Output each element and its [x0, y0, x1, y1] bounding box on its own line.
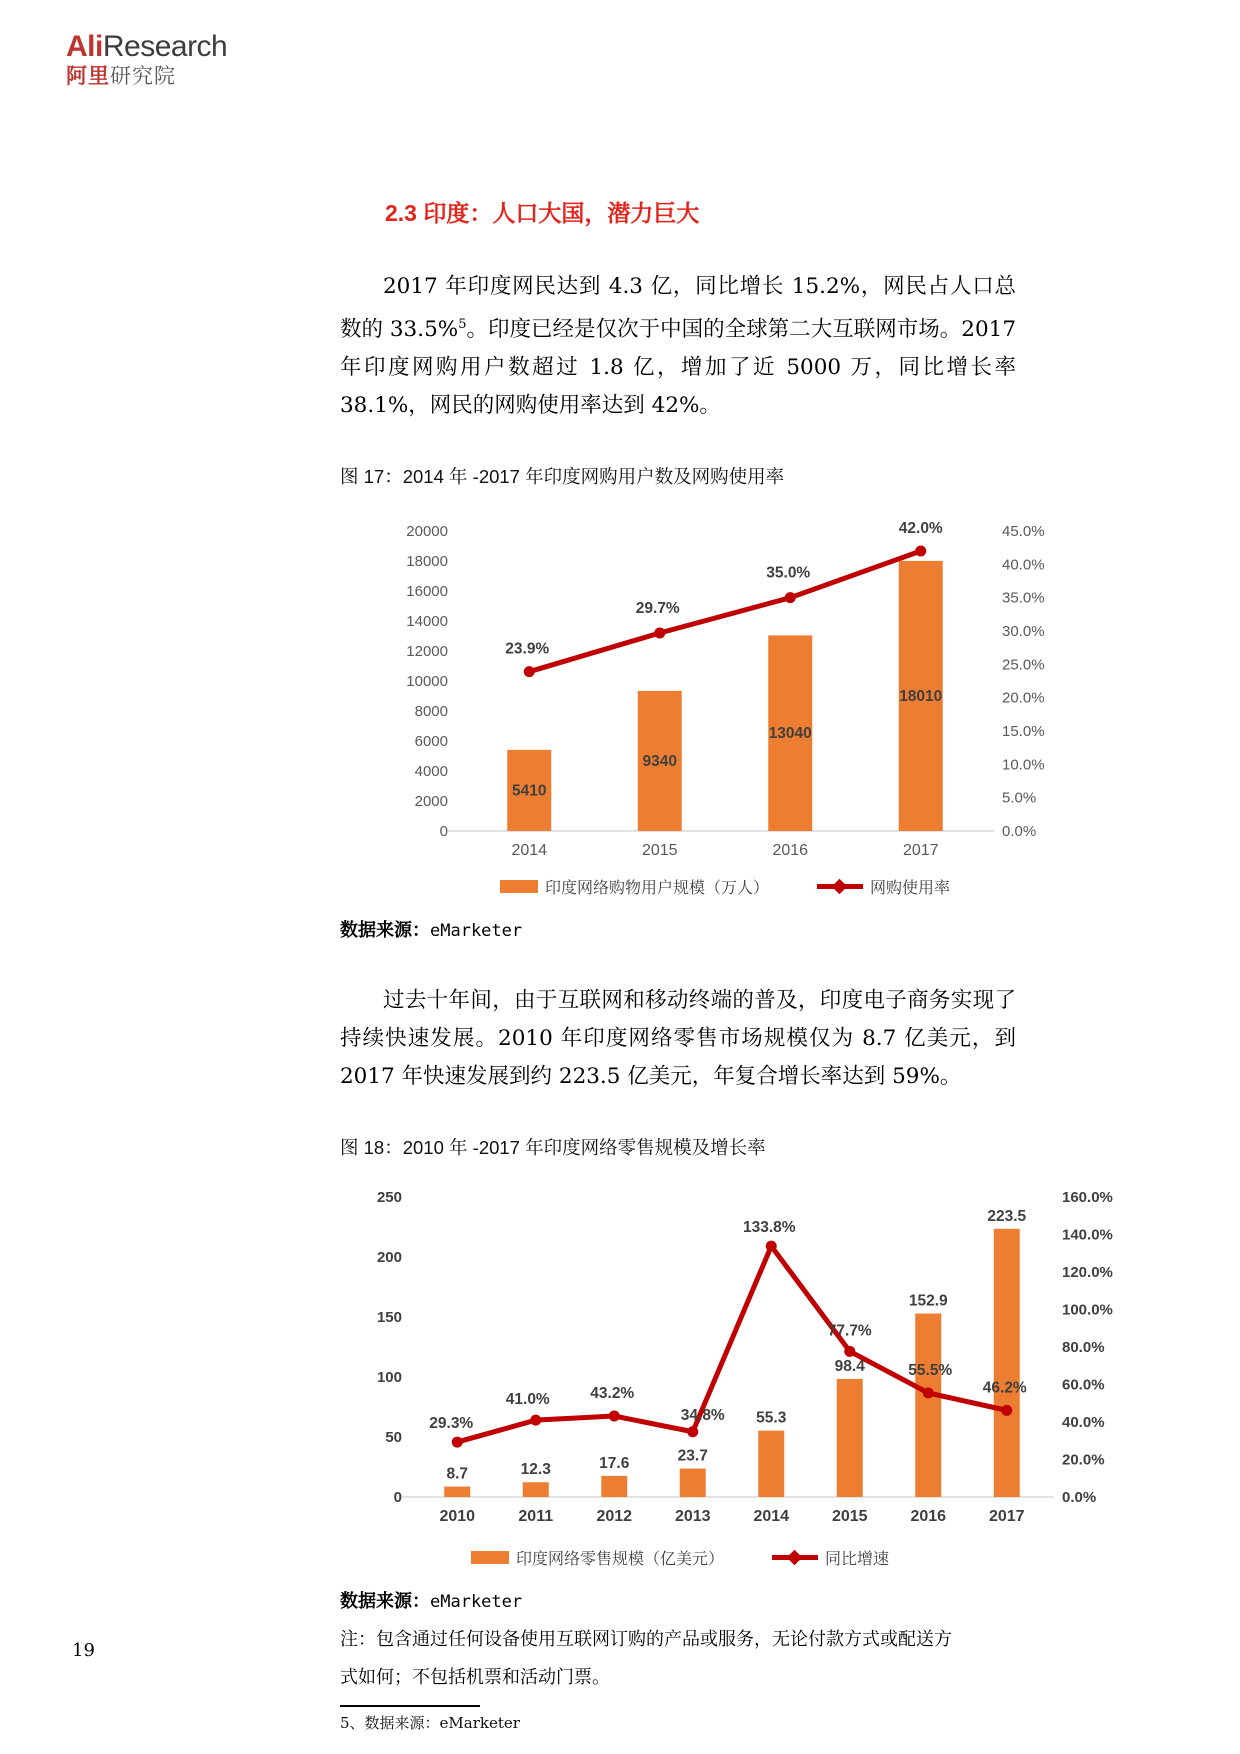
svg-text:20.0%: 20.0%: [1002, 689, 1045, 707]
svg-text:43.2%: 43.2%: [590, 1385, 635, 1403]
svg-text:8.7: 8.7: [446, 1465, 469, 1483]
svg-text:150: 150: [376, 1309, 402, 1327]
figure18-chart: [340, 1172, 1120, 1544]
svg-text:2014: 2014: [511, 842, 548, 860]
svg-text:15.0%: 15.0%: [1002, 723, 1045, 741]
svg-text:2012: 2012: [596, 1508, 633, 1526]
svg-text:50: 50: [385, 1429, 402, 1447]
svg-text:18010: 18010: [899, 688, 943, 706]
svg-text:60.0%: 60.0%: [1062, 1376, 1105, 1394]
legend-bar-label: 印度网络购物用户规模（万人）: [544, 880, 769, 898]
svg-text:98.4: 98.4: [834, 1358, 865, 1376]
svg-text:152.9: 152.9: [908, 1292, 948, 1310]
source-label: 数据来源：: [340, 920, 430, 941]
svg-text:223.5: 223.5: [987, 1207, 1027, 1225]
page-number: 19: [72, 1640, 95, 1661]
svg-text:8000: 8000: [414, 703, 448, 721]
figure18-note: [340, 1621, 1016, 1697]
svg-text:35.0%: 35.0%: [766, 564, 811, 582]
note-line-1: 注：包含通过任何设备使用互联网订购的产品或服务，无论付款方式或配送方: [340, 1629, 952, 1651]
svg-text:18000: 18000: [406, 553, 448, 571]
section-title: 2.3 印度：人口大国，潜力巨大: [385, 200, 700, 226]
svg-text:12000: 12000: [406, 643, 448, 661]
svg-text:2013: 2013: [674, 1508, 711, 1526]
svg-text:20000: 20000: [406, 523, 448, 541]
svg-text:10.0%: 10.0%: [1002, 756, 1045, 774]
figure18-legend: [360, 1546, 1000, 1569]
svg-text:2017: 2017: [902, 842, 939, 860]
svg-text:16000: 16000: [406, 583, 448, 601]
legend-item-bar: [500, 875, 769, 898]
logo-research-text: Research: [102, 30, 228, 63]
diamond-marker-icon: [787, 1549, 803, 1565]
svg-text:20.0%: 20.0%: [1062, 1451, 1105, 1469]
svg-text:0.0%: 0.0%: [1062, 1489, 1097, 1507]
svg-text:2000: 2000: [414, 793, 448, 811]
svg-text:42.0%: 42.0%: [898, 520, 943, 538]
footnote: 5、数据来源：eMarketer: [340, 1714, 520, 1733]
footnote-rule: [340, 1705, 480, 1707]
svg-text:2016: 2016: [772, 842, 809, 860]
svg-text:2016: 2016: [910, 1508, 947, 1526]
svg-text:2010: 2010: [439, 1508, 476, 1526]
svg-text:41.0%: 41.0%: [505, 1391, 550, 1409]
svg-text:40.0%: 40.0%: [1002, 556, 1045, 574]
svg-text:2017: 2017: [988, 1508, 1025, 1526]
figure17-caption: 图 17：2014 年 -2017 年印度网购用户数及网购使用率: [340, 466, 785, 488]
svg-text:200: 200: [376, 1249, 402, 1267]
svg-text:100.0%: 100.0%: [1062, 1301, 1113, 1319]
svg-text:25.0%: 25.0%: [1002, 656, 1045, 674]
logo: [66, 30, 227, 88]
svg-text:10000: 10000: [406, 673, 448, 691]
legend-line-label: 网购使用率: [870, 880, 951, 898]
figure17-chart: [340, 501, 1120, 873]
svg-text:0: 0: [393, 1489, 402, 1507]
svg-text:2015: 2015: [831, 1508, 868, 1526]
legend-item-bar: [471, 1546, 724, 1569]
source-label: 数据来源：: [340, 1591, 430, 1612]
svg-text:35.0%: 35.0%: [1002, 589, 1045, 607]
footnote-reference: 5: [458, 317, 467, 332]
figure18-source: [340, 1587, 1120, 1613]
svg-text:55.3: 55.3: [756, 1409, 787, 1427]
content-column: [340, 0, 1120, 1733]
figure18-caption: 图 18：2010 年 -2017 年印度网络零售规模及增长率: [340, 1137, 766, 1159]
bar-swatch-icon: [500, 880, 538, 893]
figure17-source: [340, 916, 1120, 942]
source-value: eMarketer: [430, 921, 523, 942]
svg-text:55.5%: 55.5%: [908, 1362, 953, 1380]
legend-line-label: 同比增速: [825, 1551, 890, 1569]
line-swatch-icon: [772, 1555, 818, 1560]
svg-text:12.3: 12.3: [520, 1461, 551, 1479]
svg-text:23.7: 23.7: [677, 1447, 708, 1465]
svg-text:5.0%: 5.0%: [1002, 789, 1037, 807]
logo-chinese: [66, 65, 227, 88]
svg-text:2014: 2014: [753, 1508, 790, 1526]
logo-ali-text: Ali: [66, 30, 103, 63]
svg-text:9340: 9340: [642, 753, 677, 771]
svg-text:14000: 14000: [406, 613, 448, 631]
svg-text:2015: 2015: [641, 842, 678, 860]
logo-cn-red-text: 阿里: [66, 65, 110, 88]
svg-text:0.0%: 0.0%: [1002, 823, 1037, 841]
svg-text:250: 250: [376, 1189, 402, 1207]
svg-text:133.8%: 133.8%: [742, 1219, 796, 1237]
legend-item-line: [772, 1546, 889, 1569]
svg-text:13040: 13040: [768, 725, 812, 743]
svg-text:29.3%: 29.3%: [429, 1415, 474, 1433]
svg-text:40.0%: 40.0%: [1062, 1414, 1105, 1432]
paragraph-1: [340, 268, 1016, 425]
svg-text:6000: 6000: [414, 733, 448, 751]
source-value: eMarketer: [430, 1592, 523, 1613]
svg-text:17.6: 17.6: [599, 1455, 630, 1473]
note-line-2: 式如何；不包括机票和活动门票。: [340, 1667, 610, 1689]
bar-swatch-icon: [471, 1551, 509, 1564]
logo-cn-gray-text: 研究院: [110, 65, 176, 88]
svg-text:77.7%: 77.7%: [827, 1322, 872, 1340]
line-swatch-icon: [817, 884, 863, 889]
logo-wordmark: [66, 30, 227, 63]
paragraph-2: 过去十年间，由于互联网和移动终端的普及，印度电子商务实现了持续快速发展。2010 年印度网络零售市场规模仅为 8.7 亿美元，到 2017 年快速发展到约 223.5 亿美元，年复合增长率达到 59%。: [340, 988, 1016, 1090]
svg-text:5410: 5410: [512, 782, 547, 800]
svg-text:120.0%: 120.0%: [1062, 1264, 1113, 1282]
legend-bar-label: 印度网络零售规模（亿美元）: [515, 1551, 724, 1569]
diamond-marker-icon: [832, 878, 848, 894]
svg-text:23.9%: 23.9%: [505, 640, 550, 658]
svg-text:34.8%: 34.8%: [680, 1406, 725, 1424]
legend-item-line: [817, 875, 950, 898]
svg-text:140.0%: 140.0%: [1062, 1226, 1113, 1244]
paragraph-1-text-cont: 。印度已经是仅次于中国的全球第二大互联网市场。2017 年印度网购用户数超过 1.8 亿，增加了近 5000 万，同比增长率 38.1%，网民的网购使用率达到 42%。: [340, 317, 1017, 419]
svg-text:100: 100: [376, 1369, 402, 1387]
figure17-legend: [464, 875, 986, 898]
svg-text:0: 0: [439, 823, 448, 841]
svg-text:2011: 2011: [518, 1508, 554, 1526]
svg-text:160.0%: 160.0%: [1062, 1189, 1113, 1207]
svg-text:46.2%: 46.2%: [982, 1379, 1027, 1397]
svg-text:29.7%: 29.7%: [635, 600, 680, 618]
paragraph-1-text: 2017 年印度网民达到 4.3 亿，同比增长 15.2%，网民占人口总数的 33.5%: [340, 274, 1016, 343]
svg-text:4000: 4000: [414, 763, 448, 781]
svg-text:80.0%: 80.0%: [1062, 1339, 1105, 1357]
svg-text:30.0%: 30.0%: [1002, 623, 1045, 641]
svg-text:45.0%: 45.0%: [1002, 523, 1045, 541]
